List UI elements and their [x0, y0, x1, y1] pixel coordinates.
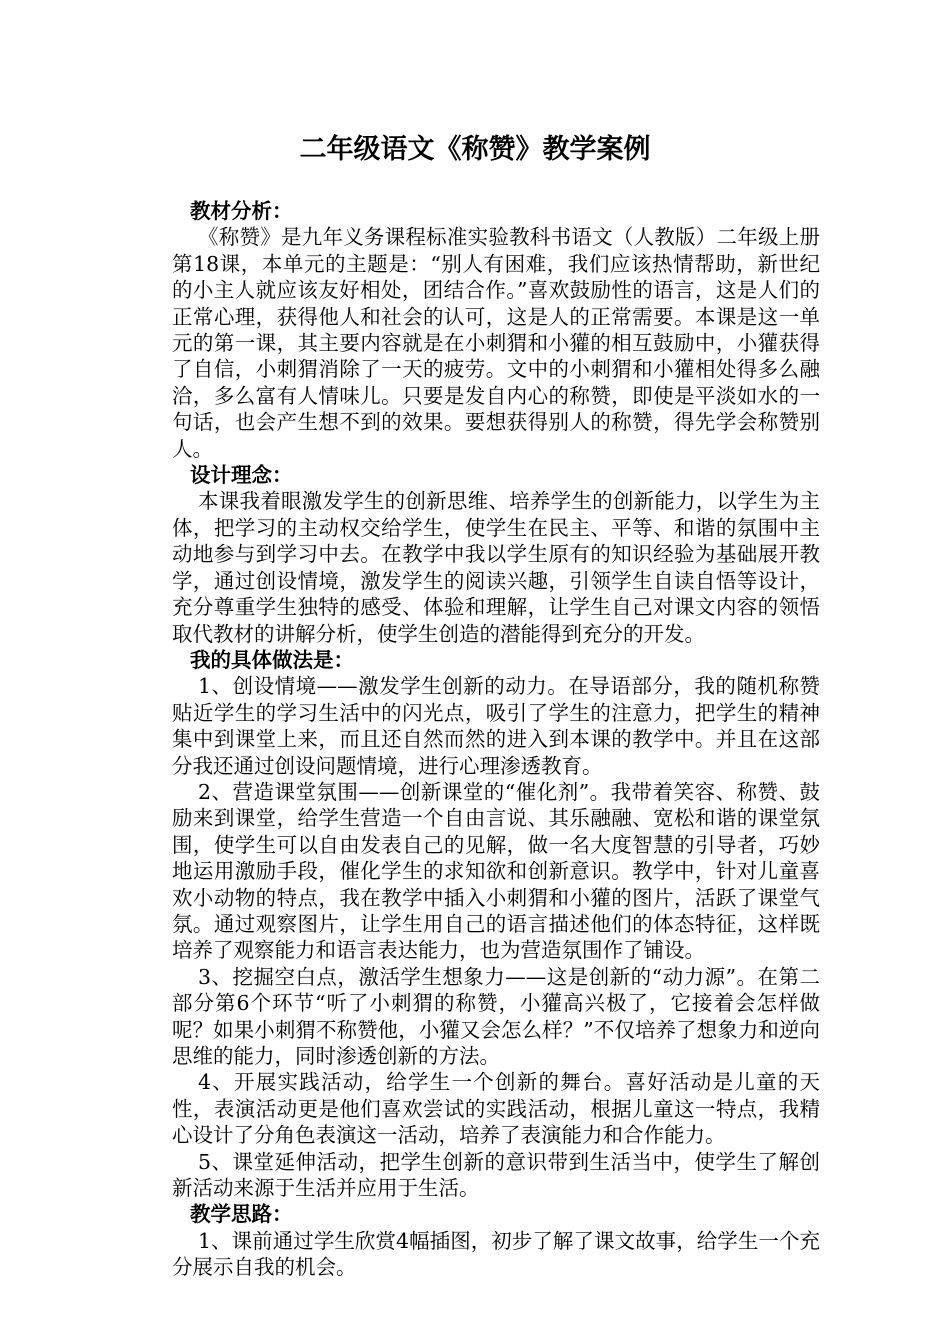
paragraph: 本课我着眼激发学生的创新思维、培养学生的创新能力，以学生为主体，把学习的主动权交给学生，使学生在民主、平等、和谐的氛围中主动地参与到学习中去。在教学中我以学生原有的知识经验为基础展开教学，通过创设情境，激发学生的阅读兴趣，引领学生自读自悟等设计，充分尊重学生独特的感受、体验和理解，让学生自己对课文内容的领悟取代教材的讲解分析，使学生创造的潜能得到充分的开发。 — [172, 489, 820, 646]
paragraph: 《称赞》是九年义务课程标准实验教科书语文（人教版）二年级上册第18课，本单元的主题是：“别人有困难，我们应该热情帮助，新世纪的小主人就应该友好相处，团结合作。”喜欢鼓励性的语言，这是人们的正常心理，获得他人和社会的认可，这是人的正常需要。本课是这一单元的第一课，其主要内容就是在小刺猬和小獾的相互鼓励中，小獾获得了自信，小刺猬消除了一天的疲劳。文中的小刺猬和小獾相处得多么融洽，多么富有人情味儿。只要是发自内心的称赞，即使是平淡如水的一句话，也会产生想不到的效果。要想获得别人的称赞，得先学会称赞别人。 — [172, 225, 820, 461]
section-heading-teaching-ideas: 教学思路： — [190, 1202, 293, 1227]
document-body — [172, 198, 820, 1281]
paragraph: 4、开展实践活动，给学生一个创新的舞台。喜好活动是儿童的天性，表演活动更是他们喜欢尝试的实践活动，根据儿童这一特点，我精心设计了分角色表演这一活动，培养了表演能力和合作能力。 — [172, 1070, 820, 1148]
paragraph: 1、创设情境——激发学生创新的动力。在导语部分，我的随机称赞贴近学生的学习生活中的闪光点，吸引了学生的注意力，把学生的精神集中到课堂上来，而且还自然而然的进入到本课的教学中。并且在这部分我还通过创设问题情境，进行心理渗透教育。 — [172, 674, 820, 778]
document-title: 二年级语文《称赞》教学案例 — [299, 134, 651, 165]
section-heading-design-concept: 设计理念： — [190, 463, 293, 488]
paragraph: 1、课前通过学生欣赏4幅插图，初步了解了课文故事，给学生一个充分展示自我的机会。 — [172, 1228, 820, 1280]
section-heading-textbook-analysis: 教材分析： — [190, 199, 293, 223]
paragraph: 3、挖掘空白点，激活学生想象力——这是创新的“动力源”。在第二部分第6个环节“听了小刺猬的称赞，小獾高兴极了，它接着会怎样做呢？如果小刺猬不称赞他，小獾又会怎么样？”不仅培养了想象力和逆向思维的能力，同时渗透创新的方法。 — [172, 964, 820, 1068]
paragraph: 2、营造课堂氛围——创新课堂的“催化剂”。我带着笑容、称赞、鼓励来到课堂，给学生营造一个自由言说、其乐融融、宽松和谐的课堂氛围，使学生可以自由发表自己的见解，做一名大度智慧的引导者，巧妙地运用激励手段，催化学生的求知欲和创新意识。教学中，针对儿童喜欢小动物的特点，我在教学中插入小刺猬和小獾的图片，活跃了课堂气氛。通过观察图片，让学生用自己的语言描述他们的体态特征，这样既培养了观察能力和语言表达能力，也为营造氛围作了铺设。 — [172, 779, 820, 963]
paragraph: 5、课堂延伸活动，把学生创新的意识带到生活当中，使学生了解创新活动来源于生活并应用于生活。 — [172, 1149, 820, 1201]
section-heading-specific-methods: 我的具体做法是： — [190, 647, 354, 672]
